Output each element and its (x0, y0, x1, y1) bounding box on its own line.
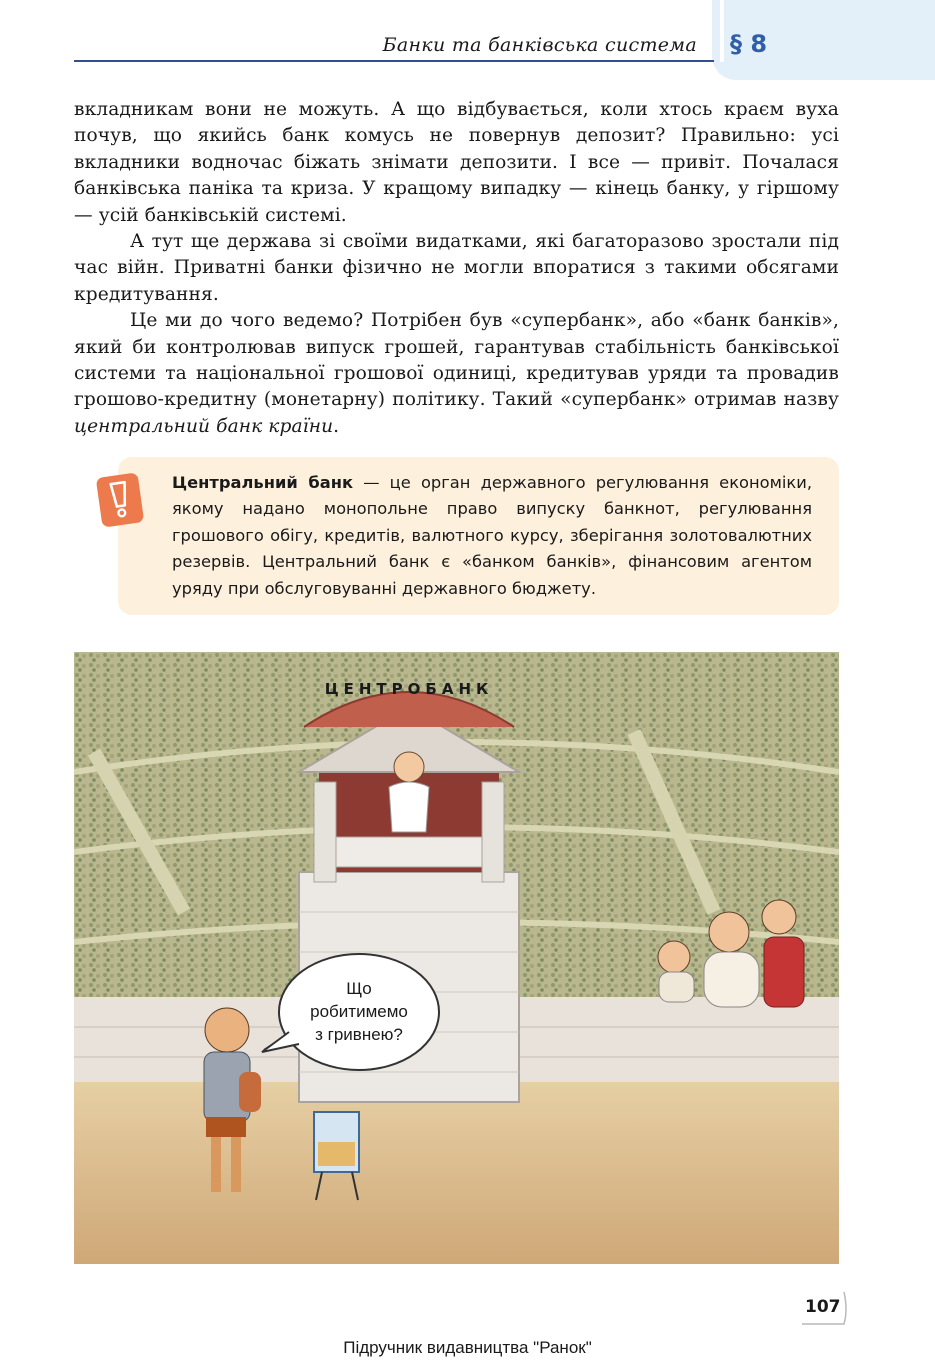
definition-body: — це орган державного регулювання економіки, якому надано монопольне право випуску банкнот, регулювання грошового обігу, кредитів, валютного курсу, зберігання золотовалютних резервів. Центральний банк є «банком банків», фінансовим агентом уряду при обслуговуванні державного бюджету. (172, 473, 812, 598)
paragraph-1: вкладникам вони не можуть. А що відбувається, коли хтось краєм вуха почув, що якийсь банк комусь не повернув депозит? Правильно: усі вкладники водночас біжать знімати депозити. І все — привіт. Почалася банківська паніка та криза. У кращому випадку — кінець банку, у гіршому — усій банківській системі. (74, 99, 839, 226)
chapter-title: Банки та банківська система (382, 34, 697, 56)
paragraph-2: А тут ще держава зі своїми видатками, які багаторазово зростали під час війн. Приватні банки фізично не могли впоратися з такими обсягами кредитування. (74, 231, 839, 305)
definition-term: Центральний банк (172, 473, 354, 492)
page-number: 107 (805, 1297, 841, 1317)
publisher-footer: Підручник видавництва "Ранок" (343, 1338, 592, 1357)
exclamation-icon (96, 472, 145, 527)
body-text (74, 97, 839, 440)
speech-line-1: Що (346, 979, 372, 998)
speech-line-3: з гривнею? (315, 1025, 403, 1044)
arena-sand (74, 1082, 839, 1264)
definition-text (172, 470, 812, 602)
header-rule (74, 60, 714, 62)
paragraph-3-text: Це ми до чого ведемо? Потрібен був «супербанк», або «банк банків», який би контролював випуск грошей, гарантував стабільність банківської системи та національної грошової одиниці, кредитував уряди та провадив грошово-кредитну (монетарну) політику. Такий «супербанк» отримав назву (74, 310, 839, 411)
paragraph-3 (74, 308, 839, 440)
paragraph-3-end: . (333, 415, 340, 437)
paragraph-3-term: центральний банк країни (74, 415, 334, 437)
speech-line-2: робитимемо (310, 1002, 408, 1021)
sign-centrobank: ЦЕНТРОБАНК (324, 680, 494, 698)
colosseum-illustration (74, 652, 839, 1264)
section-number: § 8 (730, 30, 768, 58)
